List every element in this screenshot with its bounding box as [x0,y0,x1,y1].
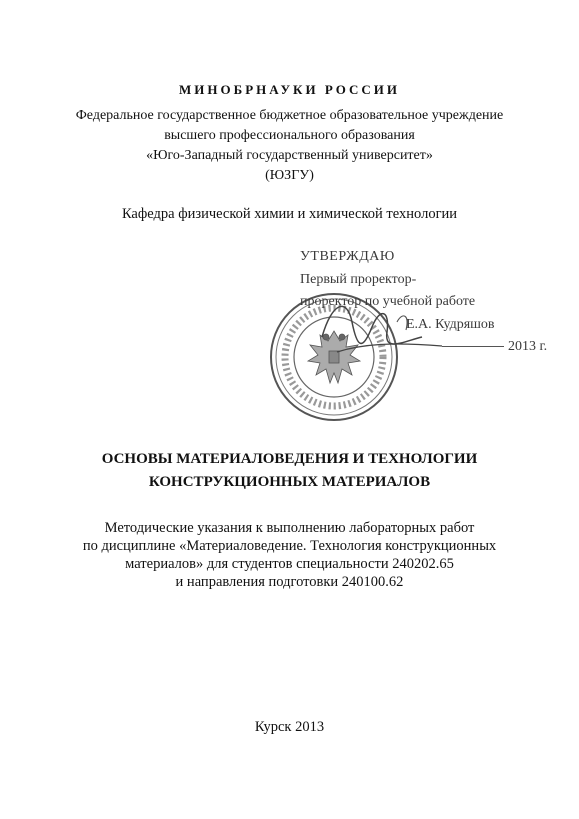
description-line: Методические указания к выполнению лабораторных работ [104,520,475,536]
description-line: и направления подготовки 240100.62 [175,574,404,590]
city-year: Курск 2013 [254,719,325,735]
approval-title: УТВЕРЖДАЮ [300,249,395,264]
ministry-name: МИНОБРНАУКИ РОССИИ [179,82,400,97]
document-title [0,448,579,494]
org-line: «Юго-Западный государственный университет» [146,148,433,163]
description-line: по дисциплине «Материаловедение. Технология конструкционных [82,538,497,554]
department-name: Кафедра физической химии и химической технологии [121,206,458,222]
title-line: КОНСТРУКЦИОННЫХ МАТЕРИАЛОВ [148,474,431,490]
org-line: Федеральное государственное бюджетное образовательное учреждение [75,108,504,123]
document-description [0,519,579,591]
approver-name: Е.А. Кудряшов [406,316,495,332]
title-line: ОСНОВЫ МАТЕРИАЛОВЕДЕНИЯ И ТЕХНОЛОГИИ [101,451,478,467]
description-line: материалов» для студентов специальности 240202.65 [125,556,454,572]
approval-stamp [300,246,548,359]
approval-position: проректор по учебной работе [300,294,476,309]
org-abbreviation: (ЮЗГУ) [265,168,314,183]
organization-block [0,106,579,186]
approval-year: 2013 г. [508,339,548,354]
approval-position: Первый проректор- [300,271,417,287]
date-blank-line [442,346,504,347]
org-line: высшего профессионального образования [164,128,415,143]
